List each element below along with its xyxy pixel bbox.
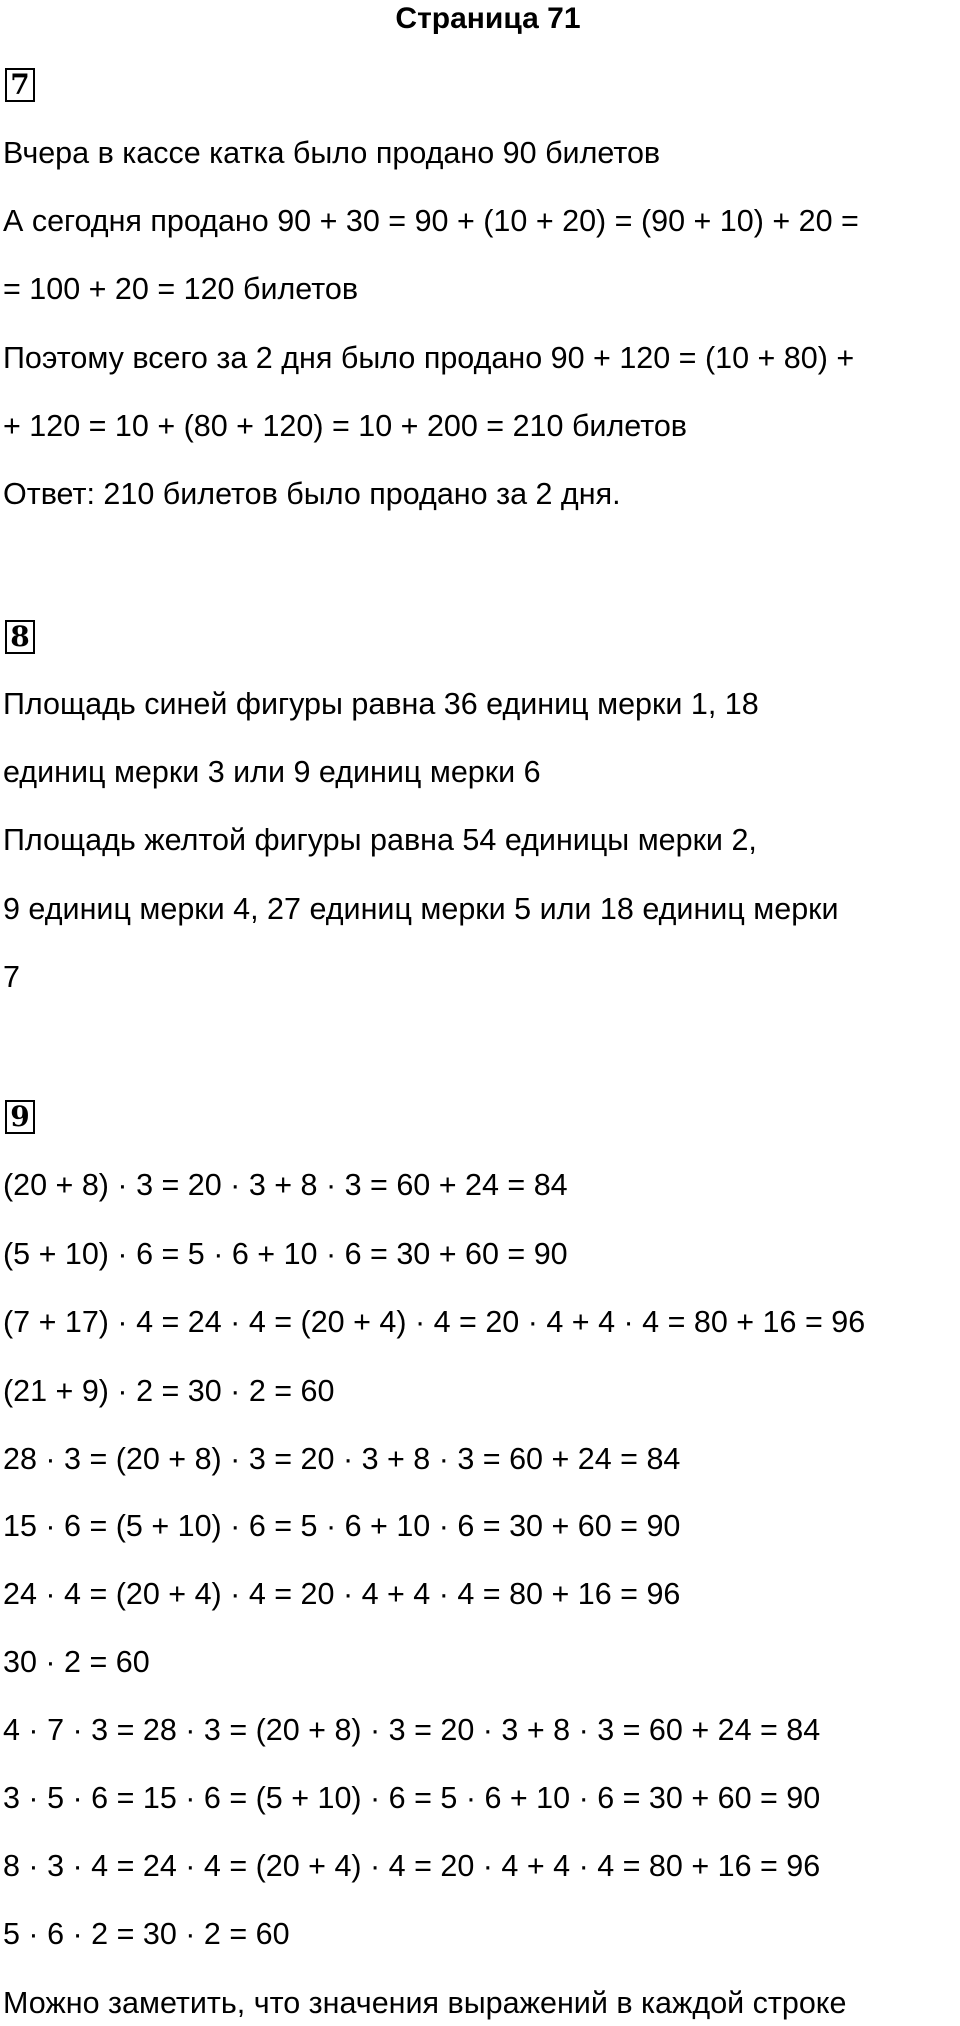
task-7-line-4: Поэтому всего за 2 дня было продано 90 + 120 = (10 + 80) + xyxy=(3,341,855,375)
task-9-line-1: (20 + 8) · 3 = 20 · 3 + 8 · 3 = 60 + 24 = 84 xyxy=(3,1168,568,1202)
task-9-line-3: (7 + 17) · 4 = 24 · 4 = (20 + 4) · 4 = 20 · 4 + 4 · 4 = 80 + 16 = 96 xyxy=(3,1305,866,1339)
task-7-line-1: Вчера в кассе катка было продано 90 билетов xyxy=(3,136,661,170)
task-9-line-12: 5 · 6 · 2 = 30 · 2 = 60 xyxy=(3,1917,290,1951)
task-9-line-4: (21 + 9) · 2 = 30 · 2 = 60 xyxy=(3,1374,335,1408)
task-9-conclusion: Можно заметить, что значения выражений в каждой строке xyxy=(3,1986,847,2020)
task-9-line-5: 28 · 3 = (20 + 8) · 3 = 20 · 3 + 8 · 3 = 60 + 24 = 84 xyxy=(3,1442,681,1476)
page-title: Страница 71 xyxy=(395,2,581,35)
task-7-line-2: А сегодня продано 90 + 30 = 90 + (10 + 20) = (90 + 10) + 20 = xyxy=(3,204,859,238)
task-9-line-11: 8 · 3 · 4 = 24 · 4 = (20 + 4) · 4 = 20 · 4 + 4 · 4 = 80 + 16 = 96 xyxy=(3,1849,821,1883)
task-9-line-10: 3 · 5 · 6 = 15 · 6 = (5 + 10) · 6 = 5 · 6 + 10 · 6 = 30 + 60 = 90 xyxy=(3,1781,821,1815)
task-7-answer: Ответ: 210 билетов было продано за 2 дня. xyxy=(3,477,621,511)
task-7-number: 7 xyxy=(5,68,35,102)
task-8-line-3: Площадь желтой фигуры равна 54 единицы мерки 2, xyxy=(3,823,757,857)
task-7-line-3: = 100 + 20 = 120 билетов xyxy=(3,272,359,306)
task-9-line-2: (5 + 10) · 6 = 5 · 6 + 10 · 6 = 30 + 60 = 90 xyxy=(3,1237,568,1271)
task-9-line-7: 24 · 4 = (20 + 4) · 4 = 20 · 4 + 4 · 4 = 80 + 16 = 96 xyxy=(3,1577,681,1611)
task-8-line-1: Площадь синей фигуры равна 36 единиц мерки 1, 18 xyxy=(3,687,759,721)
task-8-line-2: единиц мерки 3 или 9 единиц мерки 6 xyxy=(3,755,541,789)
task-7-line-5: + 120 = 10 + (80 + 120) = 10 + 200 = 210 билетов xyxy=(3,409,688,443)
task-9-line-8: 30 · 2 = 60 xyxy=(3,1645,150,1679)
task-8-line-5: 7 xyxy=(3,960,20,994)
task-9-number: 9 xyxy=(5,1100,35,1134)
task-8-number: 8 xyxy=(5,620,35,654)
task-9-line-9: 4 · 7 · 3 = 28 · 3 = (20 + 8) · 3 = 20 · 3 + 8 · 3 = 60 + 24 = 84 xyxy=(3,1713,821,1747)
task-8-line-4: 9 единиц мерки 4, 27 единиц мерки 5 или 18 единиц мерки xyxy=(3,892,839,926)
task-9-line-6: 15 · 6 = (5 + 10) · 6 = 5 · 6 + 10 · 6 = 30 + 60 = 90 xyxy=(3,1509,681,1543)
